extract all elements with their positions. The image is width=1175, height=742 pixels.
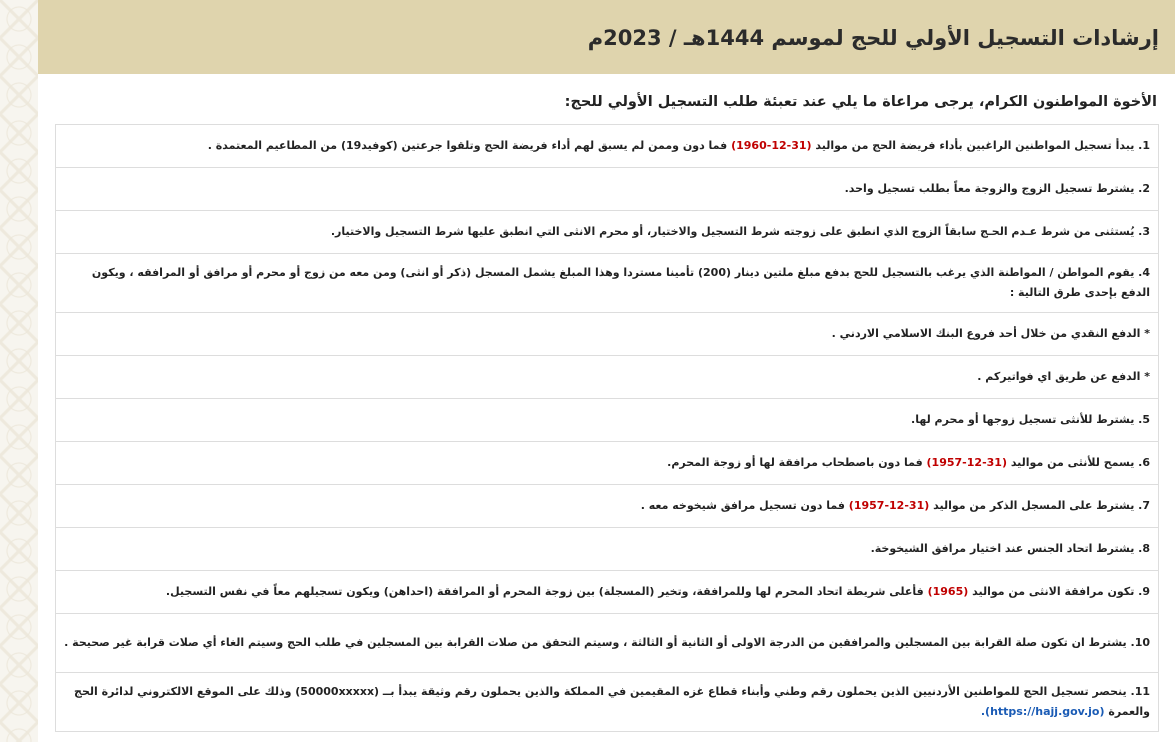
instruction-row: 11. ينحصر تسجيل الحج للمواطنين الأردنيين الذين يحملون رقم وطني وأبناء قطاع غزه المقيمين في المملكة والذين يحملون رقم وثيقة يبدأ بــ (50000xxxxx) وذلك على الموقع الالكتروني لدائرة الحج والعمرة (https://hajj.gov.jo). (56, 673, 1158, 732)
instruction-row: 5. يشترط للأنثى تسجيل زوجها أو محرم لها. (56, 399, 1158, 442)
instructions-table (55, 124, 1159, 732)
instruction-row: 8. يشترط اتحاد الجنس عند اختيار مرافق الشيخوخة. (56, 528, 1158, 571)
instruction-row: 1. يبدأ تسجيل المواطنين الراغبين بأداء فريضة الحج من مواليد (31-12-1960) فما دون وممن لم يسبق لهم أداء فريضة الحج وتلقوا جرعتين (كوفيد19) من المطاعيم المعتمدة . (56, 125, 1158, 168)
hajj-website-link[interactable]: (https://hajj.gov.jo). (980, 705, 1105, 718)
instruction-row: 9. تكون مرافقة الانثى من مواليد (1965) فأعلى شريطة اتحاد المحرم لها وللمرافقة، وتخير (المسجلة) بين زوجة المحرم أو المرافقة (احداهن) ويكون تسجيلهم معاً في نفس التسجيل. (56, 571, 1158, 614)
instruction-row: 4. يقوم المواطن / المواطنة الذي يرغب بالتسجيل للحج بدفع مبلغ ملتين دينار (200) تأمينا مستردا وهذا المبلغ يشمل المسجل (ذكر أو انثى) ومن معه من زوج أو محرم أو مرافق أو المرافقه ، ويكون الدفع بإحدى طرق التالية : (56, 254, 1158, 313)
instruction-row: 6. يسمح للأنثى من مواليد (31-12-1957) فما دون باصطحاب مرافقة لها أو زوجة المحرم. (56, 442, 1158, 485)
instruction-row: 7. يشترط على المسجل الذكر من مواليد (31-12-1957) فما دون تسجيل مرافق شيخوخه معه . (56, 485, 1158, 528)
instruction-row: * الدفع عن طريق اي فواتيركم . (56, 356, 1158, 399)
page-title: إرشادات التسجيل الأولي للحج لموسم 1444هـ / 2023م (587, 26, 1159, 50)
instruction-row: 10. يشترط ان تكون صلة القرابة بين المسجلين والمرافقين من الدرجة الاولى أو الثانية أو الثالثة ، وسيتم التحقق من صلات القرابة بين المسجلين في طلب الحج وسيتم الغاء أي صلات قرابة غير صحيحة . (56, 614, 1158, 673)
page-header (38, 0, 1175, 74)
instruction-row: * الدفع النقدي من خلال أحد فروع البنك الاسلامي الاردني . (56, 313, 1158, 356)
instruction-row: 3. يُستثنى من شرط عـدم الحـج سابقاً الزوج الذي انطبق على زوجته شرط التسجيل والاختيار، أو محرم الانثى التي انطبق عليها شرط التسجيل والاختيار. (56, 211, 1158, 254)
decorative-side-pattern (0, 0, 38, 742)
instruction-row: 2. يشترط تسجيل الزوج والزوجة معاً بطلب تسجيل واحد. (56, 168, 1158, 211)
intro-text: الأخوة المواطنون الكرام، يرجى مراعاة ما يلي عند تعبئة طلب التسجيل الأولي للحج: (564, 94, 1157, 110)
